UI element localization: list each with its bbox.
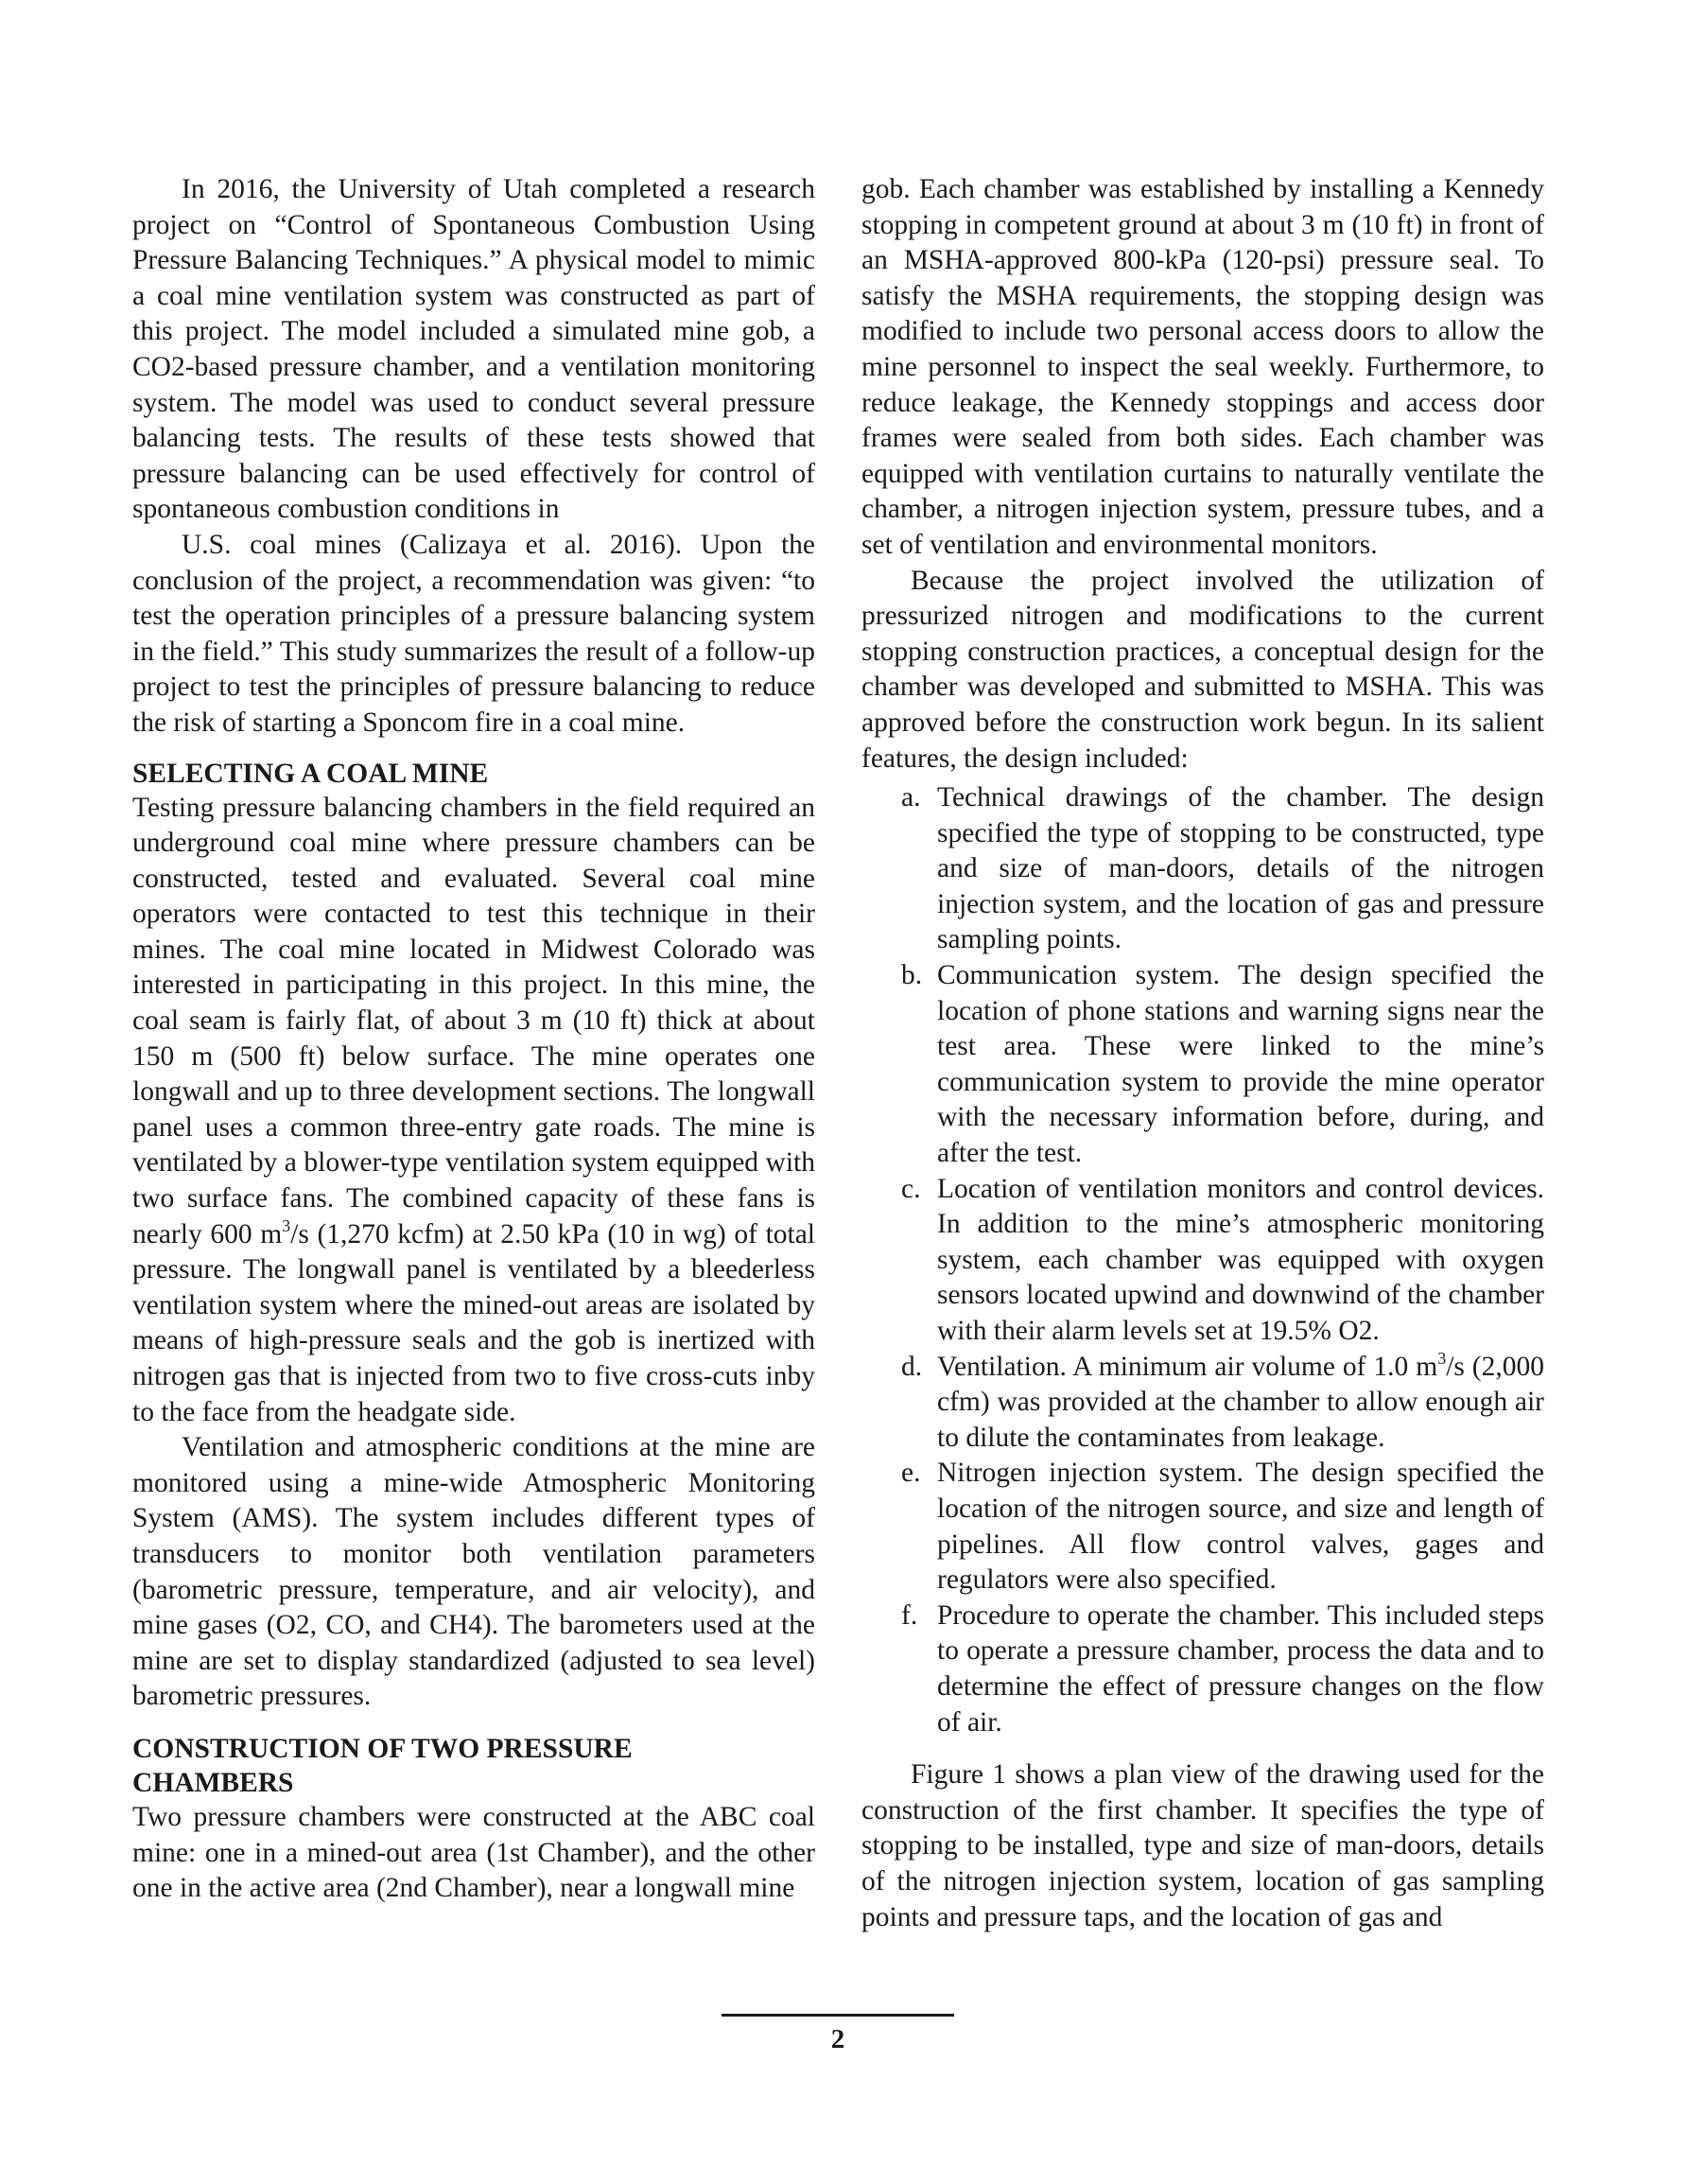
paragraph: U.S. coal mines (Calizaya et al. 2016). Upon the conclusion of the project, a recommendation was given: “to test the operation principles of a pressure balancing system in the field.” This study summarizes the result of a follow-up project to test the principles of pressure balancing to reduce the risk of starting a Sponcom fire in a coal mine.: [132, 529, 815, 738]
list-marker: f.: [901, 1599, 918, 1631]
paragraph: Two pressure chambers were constructed at the ABC coal mine: one in a mined-out area (1st Chamber), and the other one in the active area (2nd Chamber), near a longwall mine: [132, 1801, 815, 1904]
paragraph: Figure 1 shows a plan view of the drawing used for the construction of the first chamber. It specifies the type of stopping to be installed, type and size of man-doors, details of the nitrogen injection system, location of gas sampling points and pressure taps, and the location of gas and: [861, 1759, 1544, 1932]
list-text: Communication system. The design specified the location of phone stations and warning signs near the test area. These were linked to the mine’s communication system to provide the mine operator with the necessary information before, during, and after the test.: [937, 960, 1544, 1169]
paragraph: [132, 791, 815, 1431]
list-text: Location of ventilation monitors and control devices. In addition to the mine’s atmospheric monitoring system, each chamber was equipped with oxygen sensors located upwind and downwind of the chamber with their alarm levels set at 19.5% O2.: [937, 1173, 1544, 1346]
section-heading: SELECTING A COAL MINE: [132, 758, 489, 789]
paragraph: Ventilation and atmospheric conditions at the mine are monitored using a mine-wide Atmospheric Monitoring System (AMS). The system includes different types of transducers to monitor both ventilation parameters (barometric pressure, temperature, and air velocity), and mine gases (O2, CO, and CH4). The barometers used at the mine are set to display standardized (adjusted to sea level) barometric pressures.: [132, 1432, 815, 1712]
list-marker: a.: [901, 782, 921, 813]
left-column: [132, 172, 815, 1907]
superscript: 3: [1437, 1348, 1447, 1368]
list-text: Ventilation. A minimum air volume of 1.0 m: [937, 1351, 1438, 1382]
list-marker: b.: [901, 960, 923, 991]
list-item: [861, 1456, 1544, 1598]
page-number: 2: [830, 2024, 845, 2054]
list-marker: d.: [901, 1351, 923, 1382]
section-heading: [132, 1732, 815, 1800]
paragraph-text: /s (1,270 kcfm) at 2.50 kPa (10 in wg) of total pressure. The longwall panel is ventilated by a bleederless ventilation system where the mined-out areas are isolated by means of high-pressure seals and the gob is inertized with nitrogen gas that is injected from two to five cross-cuts inby to the face from the headgate side.: [132, 1218, 815, 1427]
list-item: [861, 1172, 1544, 1350]
footer-rule: [722, 2014, 954, 2017]
list-marker: e.: [901, 1458, 921, 1489]
paragraph-text: Testing pressure balancing chambers in the field required an underground coal mine where pressure chambers can be constructed, tested and evaluated. Several coal mine operators were contacted to test this technique in their mines. The coal mine located in Midwest Colorado was interested in participating in this project. In this mine, the coal seam is fairly flat, of about 3 m (10 ft) thick at about 150 m (500 ft) below surface. The mine operates one longwall and up to three development sections. The longwall panel uses a common three-entry gate roads. The mine is ventilated by a blower-type ventilation system equipped with two surface fans. The combined capacity of these fans is nearly 600 m: [132, 792, 815, 1249]
right-column: [861, 172, 1544, 1935]
list-marker: c.: [901, 1173, 921, 1204]
list-item: [861, 1599, 1544, 1740]
design-list: [861, 780, 1544, 1740]
heading-line: CONSTRUCTION OF TWO PRESSURE: [132, 1733, 633, 1764]
list-text: Nitrogen injection system. The design specified the location of the nitrogen source, and size and length of pipelines. All flow control valves, gages and regulators were also specified.: [937, 1458, 1544, 1596]
list-item: [861, 958, 1544, 1172]
superscript: 3: [282, 1215, 291, 1235]
list-text: /s (2,000 cfm) was provided at the chamber to allow enough air to dilute the contaminates from leakage.: [937, 1351, 1545, 1453]
paragraph: In 2016, the University of Utah completed a research project on “Control of Spontaneous Combustion Using Pressure Balancing Techniques.” A physical model to mimic a coal mine ventilation system was constructed as part of this project. The model included a simulated mine gob, a CO2-based pressure chamber, and a ventilation monitoring system. The model was used to conduct several pressure balancing tests. The results of these tests showed that pressure balancing can be used effectively for control of spontaneous combustion conditions in: [132, 174, 815, 525]
heading-line: CHAMBERS: [132, 1767, 294, 1798]
list-text: Technical drawings of the chamber. The design specified the type of stopping to be constructed, type and size of man-doors, details of the nitrogen injection system, and the location of gas and pressure sampling points.: [937, 782, 1544, 955]
paragraph: gob. Each chamber was established by installing a Kennedy stopping in competent ground at about 3 m (10 ft) in front of an MSHA-approved 800-kPa (120-psi) pressure seal. To satisfy the MSHA requirements, the stopping design was modified to include two personal access doors to allow the mine personnel to inspect the seal weekly. Furthermore, to reduce leakage, the Kennedy stoppings and access door frames were sealed from both sides. Each chamber was equipped with ventilation curtains to naturally ventilate the chamber, a nitrogen injection system, pressure tubes, and a set of ventilation and environmental monitors.: [861, 174, 1544, 560]
paragraph: Because the project involved the utilization of pressurized nitrogen and modifications to the current stopping construction practices, a conceptual design for the chamber was developed and submitted to MSHA. This was approved before the construction work begun. In its salient features, the design included:: [861, 565, 1544, 774]
list-text: Procedure to operate the chamber. This included steps to operate a pressure chamber, process the data and to determine the effect of pressure changes on the flow of air.: [937, 1599, 1544, 1738]
list-item: [861, 1350, 1544, 1457]
list-item: [861, 780, 1544, 958]
